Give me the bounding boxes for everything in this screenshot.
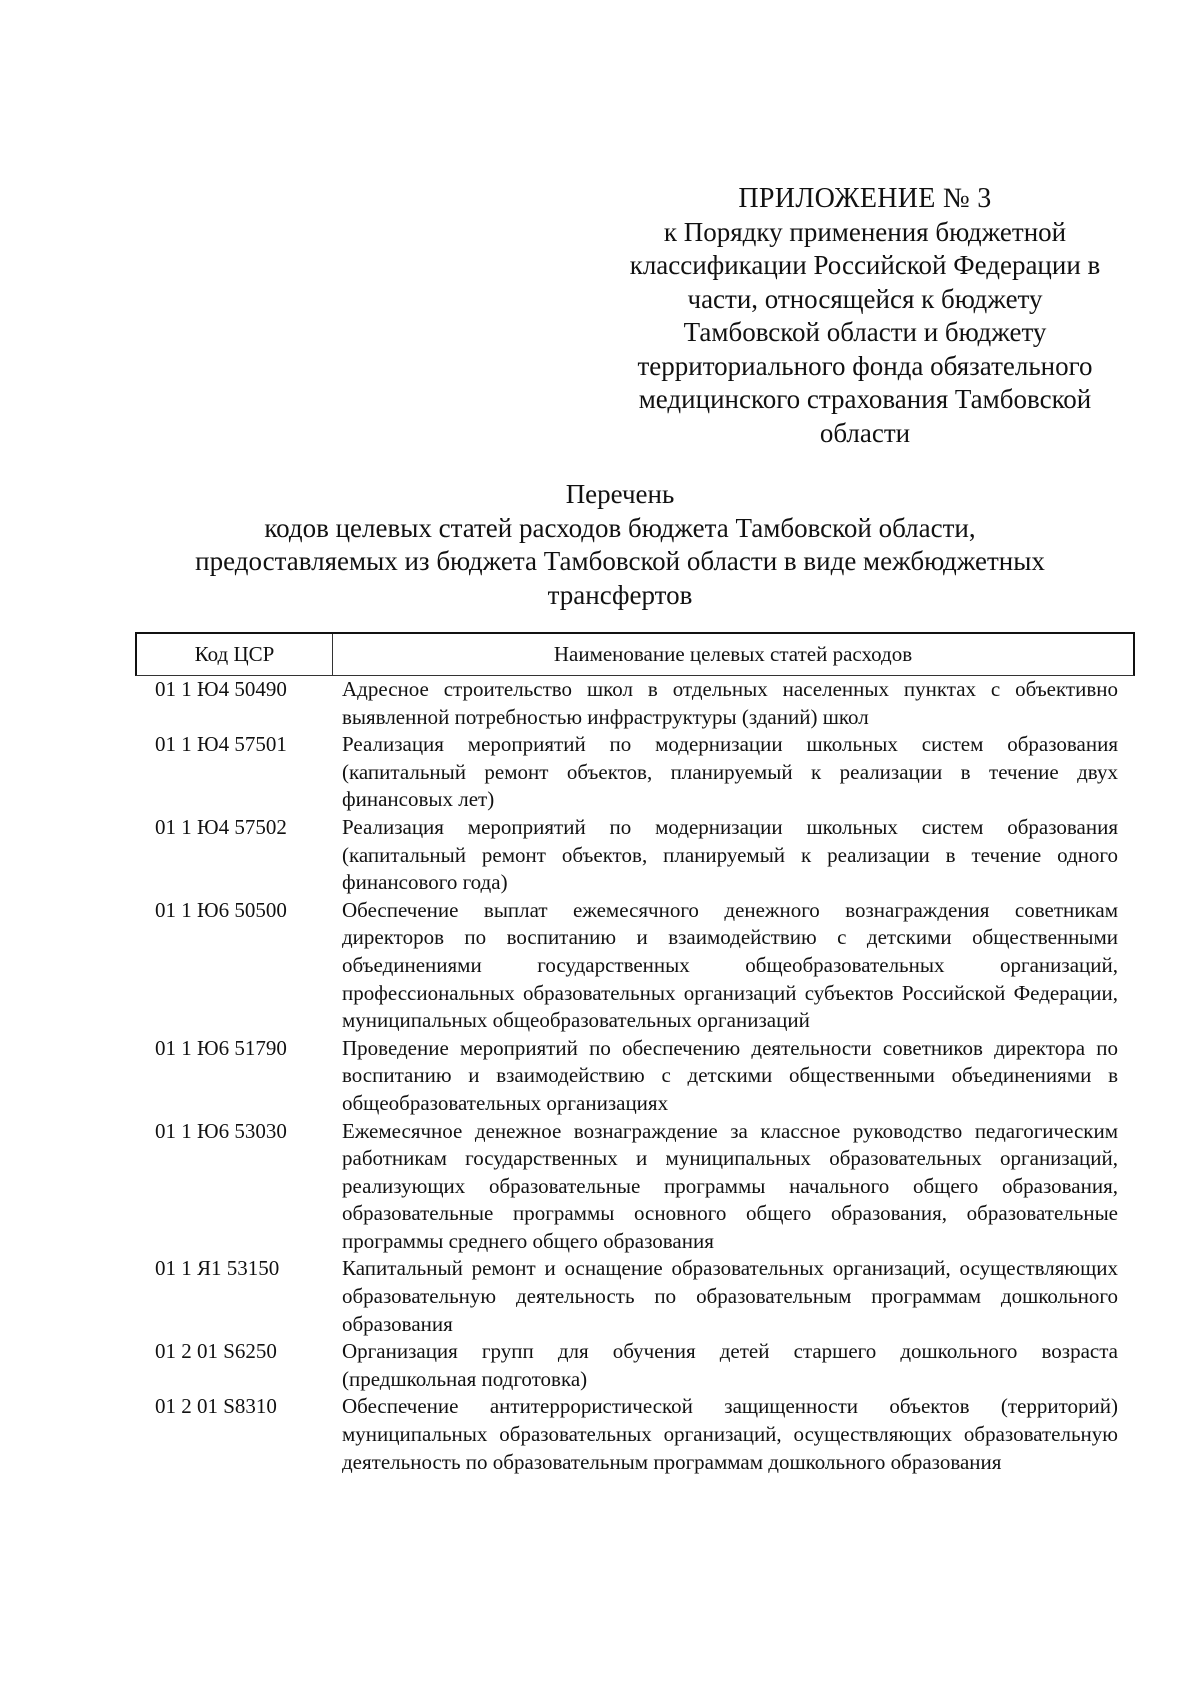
row-name: Реализация мероприятий по модернизации школьных систем образования (капитальный ремонт объектов, планируемый к реализации в течение двух финансовых лет) bbox=[342, 732, 1118, 812]
table-row bbox=[135, 897, 1135, 1035]
table-row bbox=[135, 1255, 1135, 1338]
row-code: 01 1 Ю4 50490 bbox=[155, 677, 287, 701]
row-code: 01 1 Я1 53150 bbox=[155, 1256, 280, 1281]
row-name: Адресное строительство школ в отдельных населенных пунктах с объективно выявленной потребностью инфраструктуры (зданий) школ bbox=[342, 677, 1118, 729]
row-name: Ежемесячное денежное вознаграждение за классное руководство педагогическим работникам государственных и муниципальных образовательных организаций, реализующих образовательные программы начального общего образования, образовательные программы основного общего образования, образовательные программы среднего общего образования bbox=[342, 1118, 1118, 1253]
row-name: Реализация мероприятий по модернизации школьных систем образования (капитальный ремонт объектов, планируемый к реализации в течение одного финансового года) bbox=[342, 814, 1118, 895]
table-row bbox=[135, 1035, 1135, 1118]
appendix-line: классификации Российской Федерации в bbox=[629, 250, 1101, 280]
appendix-line: части, относящейся к бюджету bbox=[687, 283, 1043, 314]
row-code: 01 1 Ю4 57501 bbox=[155, 732, 287, 757]
row-code: 01 2 01 S6250 bbox=[155, 1339, 277, 1364]
table-row bbox=[135, 1338, 1135, 1393]
heading-line: предоставляемых из бюджета Тамбовской области в виде межбюджетных bbox=[195, 546, 1045, 576]
table-row bbox=[135, 676, 1135, 731]
table-row bbox=[135, 1393, 1135, 1476]
row-code: 01 1 Ю6 50500 bbox=[155, 897, 287, 922]
row-name: Капитальный ремонт и оснащение образовательных организаций, осуществляющих образовательную деятельность по образовательным программам дошкольного образования bbox=[342, 1256, 1118, 1336]
document-heading bbox=[150, 478, 1090, 612]
row-name: Организация групп для обучения детей старшего дошкольного возраста (предшкольная подготовка) bbox=[342, 1339, 1118, 1391]
row-name: Обеспечение антитеррористической защищенности объектов (территорий) муниципальных образовательных организаций, осуществляющих образовательную деятельность по образовательным программам дошкольного образования bbox=[342, 1394, 1118, 1474]
header-code: Код ЦСР bbox=[137, 634, 333, 675]
header-name: Наименование целевых статей расходов bbox=[553, 642, 913, 666]
table-row bbox=[135, 1118, 1135, 1256]
row-name: Обеспечение выплат ежемесячного денежного вознаграждения советникам директоров по воспитанию и взаимодействию с детскими общественными объединениями государственных общеобразовательных организаций, профессиональных образовательных организаций субъектов Российской Федерации, муниципальных общеобразовательных организаций bbox=[342, 897, 1118, 1033]
row-code: 01 1 Ю6 53030 bbox=[155, 1118, 287, 1143]
appendix-block bbox=[600, 182, 1130, 450]
codes-table bbox=[135, 632, 1135, 1476]
appendix-line: к Порядку применения бюджетной bbox=[663, 216, 1067, 247]
table-row bbox=[135, 814, 1135, 897]
heading-line: кодов целевых статей расходов бюджета Тамбовской области, bbox=[264, 512, 976, 543]
row-code: 01 2 01 S8310 bbox=[155, 1394, 277, 1419]
table-body bbox=[135, 676, 1135, 1476]
heading-line: Перечень bbox=[565, 479, 675, 509]
appendix-line: Тамбовской области и бюджету bbox=[683, 317, 1047, 347]
appendix-title: ПРИЛОЖЕНИЕ № 3 bbox=[738, 183, 992, 214]
row-code: 01 1 Ю4 57502 bbox=[155, 814, 287, 839]
table-header bbox=[135, 632, 1135, 676]
row-name: Проведение мероприятий по обеспечению деятельности советников директора по воспитанию и взаимодействию с детскими общественными объединениями в общеобразовательных организациях bbox=[342, 1035, 1118, 1115]
row-code: 01 1 Ю6 51790 bbox=[155, 1035, 287, 1060]
appendix-line: территориального фонда обязательного bbox=[637, 350, 1093, 381]
appendix-line: медицинского страхования Тамбовской bbox=[638, 384, 1092, 414]
heading-line: трансфертов bbox=[547, 579, 693, 610]
table-row bbox=[135, 731, 1135, 814]
appendix-line: области bbox=[819, 417, 911, 448]
